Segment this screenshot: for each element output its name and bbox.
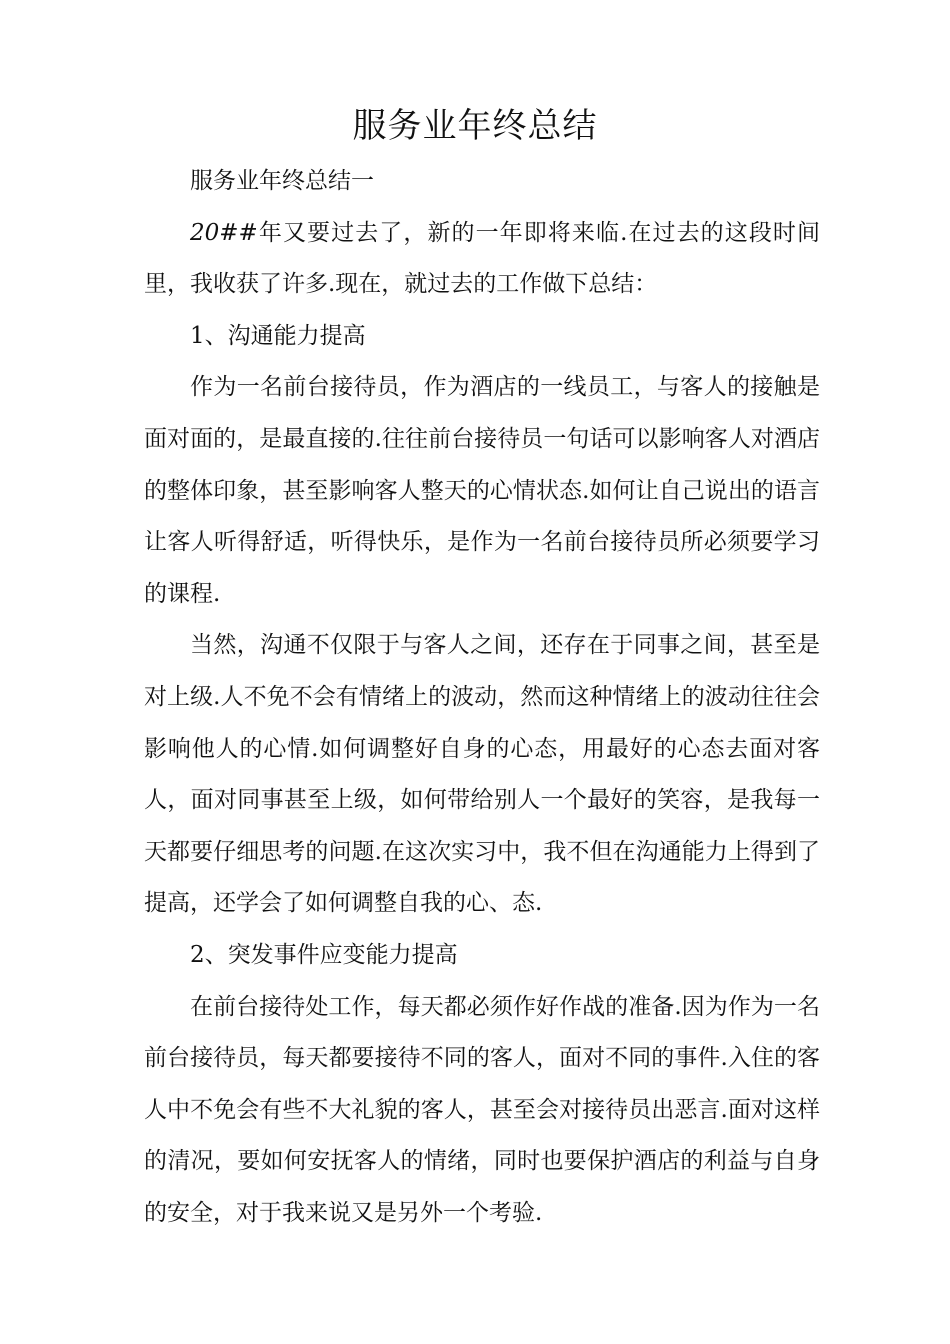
section-1-paragraph-1: 作为一名前台接待员，作为酒店的一线员工，与客人的接触是面对面的，是最直接的.往往前台接待员一句话可以影响客人对酒店的整体印象，甚至影响客人整天的心情状态.如何让自己说出的语言让客人听得舒适，听得快乐，是作为一名前台接待员所必须要学习的课程. [144,374,820,607]
intro-text: 年又要过去了，新的一年即将来临.在过去的这段时间里，我收获了许多.现在，就过去的工作做下总结： [144,219,820,298]
section-1-heading: 1、沟通能力提高 [190,322,366,349]
section-2-paragraph-1: 在前台接待处工作，每天都必须作好作战的准备.因为作为一名前台接待员，每天都要接待不同的客人，面对不同的事件.入住的客人中不免会有些不大礼貌的客人，甚至会对接待员出恶言.面对这样的清况，要如何安抚客人的情绪，同时也要保护酒店的利益与自身的安全，对于我来说又是另外一个考验. [144,993,820,1226]
intro-year: 20## [190,219,258,246]
section-1-paragraph-2: 当然，沟通不仅限于与客人之间，还存在于同事之间，甚至是对上级.人不免不会有情绪上的波动，然而这种情绪上的波动往往会影响他人的心情.如何调整好自身的心态，用最好的心态去面对客人，面对同事甚至上级，如何带给别人一个最好的笑容，是我每一天都要仔细思考的问题.在这次实习中，我不但在沟通能力上得到了提高，还学会了如何调整自我的心、态. [144,632,820,917]
intro-paragraph [144,208,820,311]
document-body [144,156,820,1239]
section-2-heading: 2、突发事件应变能力提高 [190,941,458,968]
subtitle: 服务业年终总结一 [190,168,374,194]
document-title: 服务业年终总结 [352,106,598,146]
